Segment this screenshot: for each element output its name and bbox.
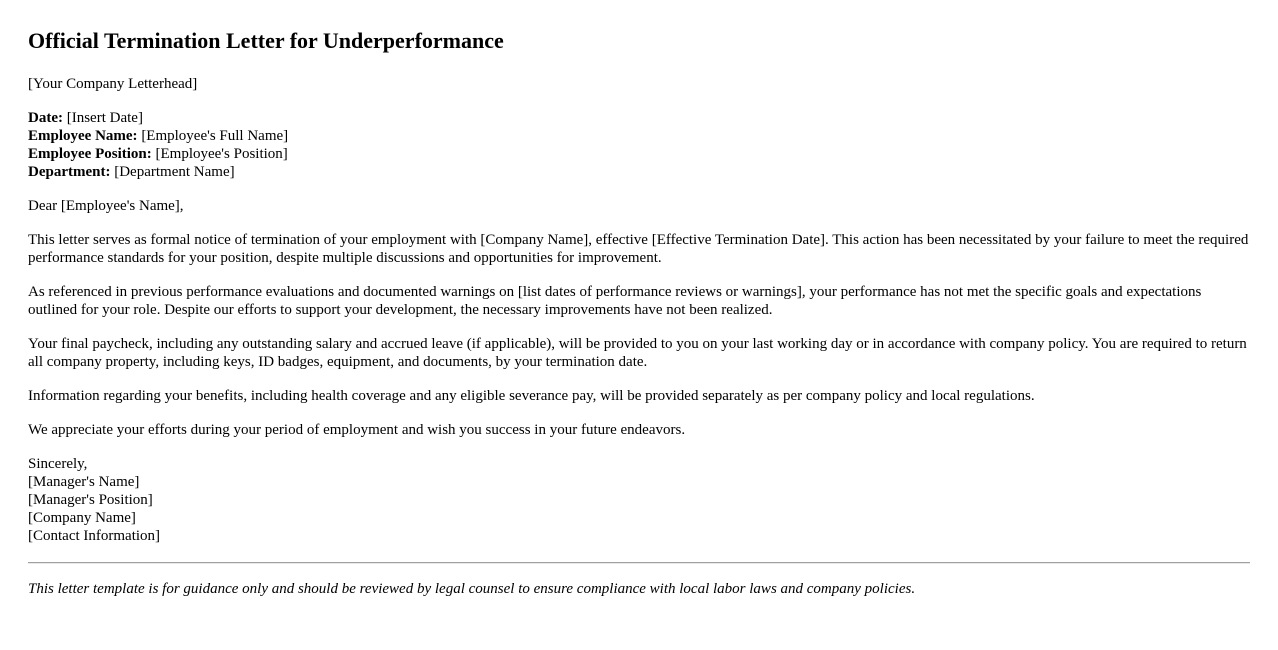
manager-name: [Manager's Name] <box>28 474 140 490</box>
employee-name-value: [Employee's Full Name] <box>141 128 289 144</box>
employee-name-row <box>28 127 1250 145</box>
divider <box>28 562 1250 564</box>
department-label: Department: <box>28 164 111 180</box>
contact-information: [Contact Information] <box>28 528 161 544</box>
employee-position-row <box>28 145 1250 163</box>
body-paragraph: Your final paycheck, including any outstanding salary and accrued leave (if applicable), will be provided to you on your last working day or in accordance with company policy. You are required to return all company property, including keys, ID badges, equipment, and documents, by your termination date. <box>28 336 1247 370</box>
date-label: Date: <box>28 110 63 126</box>
employee-name-label: Employee Name: <box>28 128 138 144</box>
department-row <box>28 163 1250 181</box>
employee-position-label: Employee Position: <box>28 146 152 162</box>
body-paragraph: As referenced in previous performance evaluations and documented warnings on [list dates of performance reviews or warnings], your performance has not met the specific goals and expectations outlined for your role. Despite our efforts to support your development, the necessary improvements have not been realized. <box>28 284 1202 318</box>
date-row <box>28 109 1250 127</box>
company-name: [Company Name] <box>28 510 136 526</box>
employee-position-value: [Employee's Position] <box>155 146 288 162</box>
date-value: [Insert Date] <box>66 110 143 126</box>
closing: Sincerely, <box>28 456 88 472</box>
body-paragraph: Information regarding your benefits, including health coverage and any eligible severance pay, will be provided separately as per company policy and local regulations. <box>28 388 1035 404</box>
department-value: [Department Name] <box>114 164 235 180</box>
signature-block <box>28 455 1250 545</box>
body-paragraph: This letter serves as formal notice of termination of your employment with [Company Name], effective [Effective Termination Date]. This action has been necessitated by your failure to meet the required performance standards for your position, despite multiple discussions and opportunities for improvement. <box>28 232 1249 266</box>
manager-position: [Manager's Position] <box>28 492 153 508</box>
salutation: Dear [Employee's Name], <box>28 198 184 214</box>
body-paragraph: We appreciate your efforts during your period of employment and wish you success in your future endeavors. <box>28 422 686 438</box>
page-title: Official Termination Letter for Underperformance <box>28 28 504 53</box>
letterhead: [Your Company Letterhead] <box>28 76 198 92</box>
disclaimer: This letter template is for guidance only and should be reviewed by legal counsel to ensure compliance with local labor laws and company policies. <box>28 581 916 597</box>
employee-details <box>28 109 1250 181</box>
